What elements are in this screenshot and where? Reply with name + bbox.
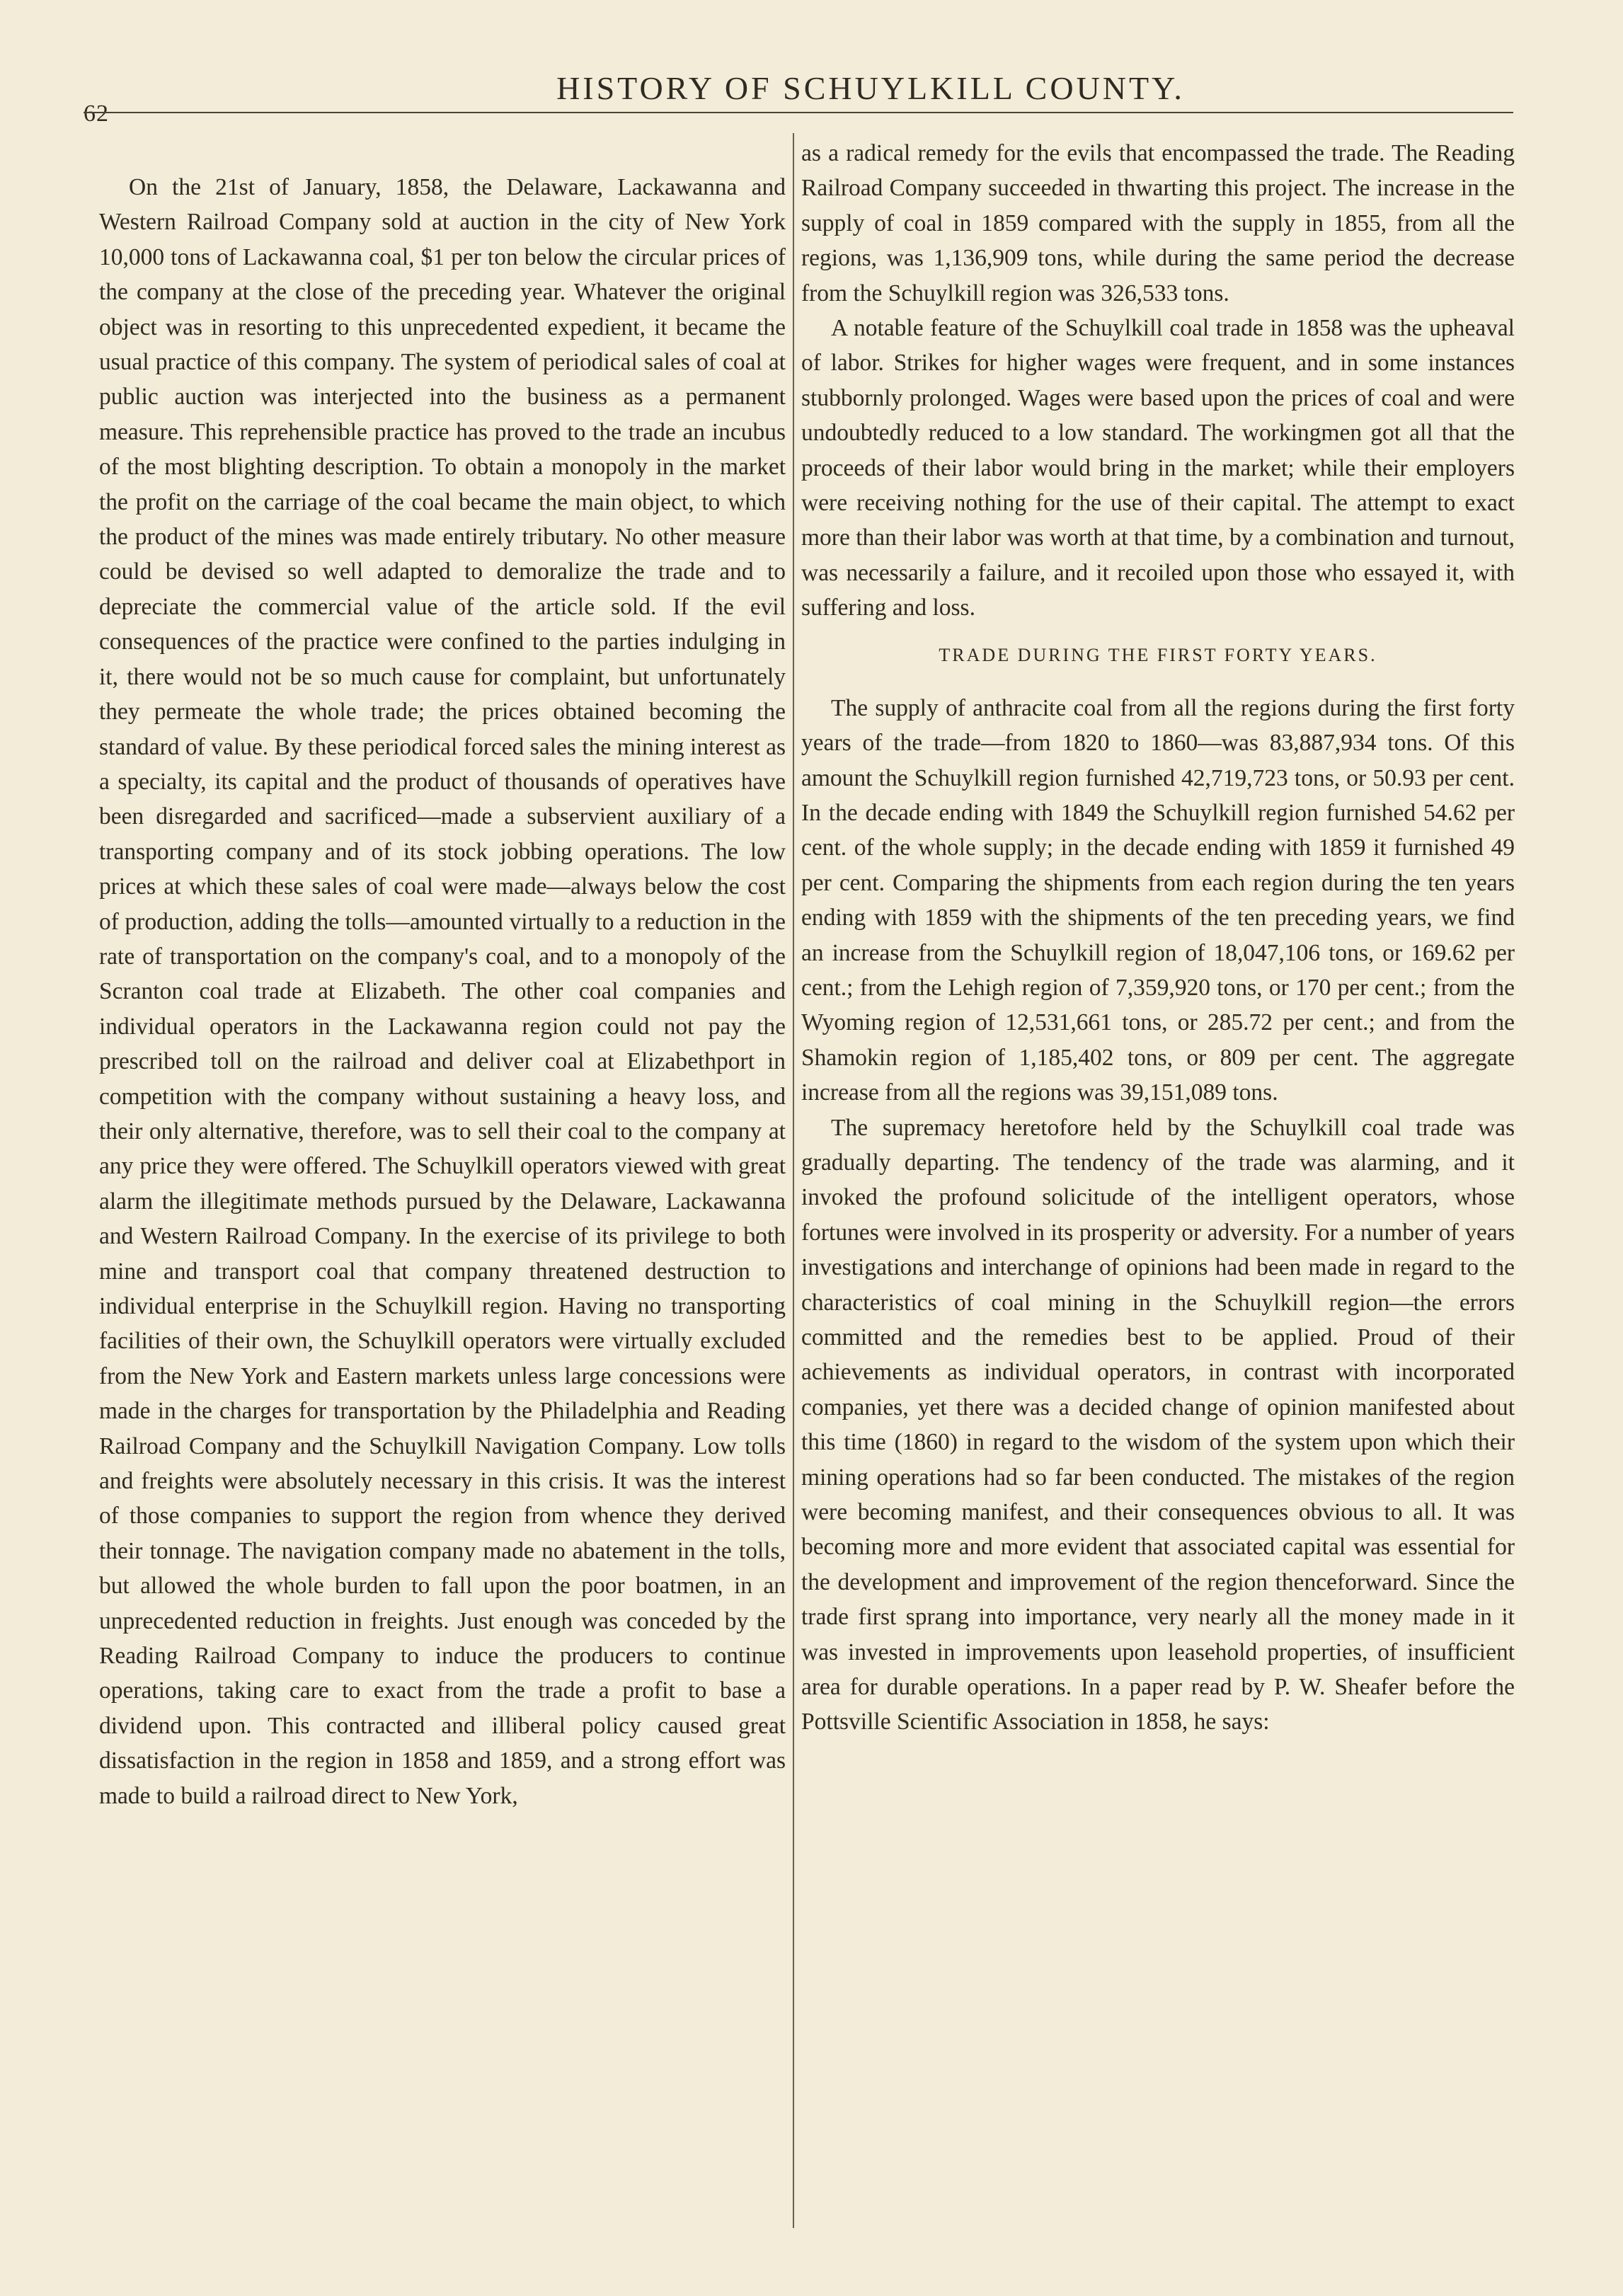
paragraph-labor: A notable feature of the Schuylkill coal trade in 1858 was the upheaval of labor. Strikes for higher wages were frequent, and in some instances stubbornly prolonged. Wages were based upon the prices of coal and were undoubtedly reduced to a low standard. The workingmen got all that the proceeds of their labor would bring in the market; while their employers were receiving nothing for the use of their capital. The attempt to exact more than their labor was worth at that time, by a combination and turnout, was necessarily a failure, and it recoiled upon those who essayed it, with suffering and loss. bbox=[801, 315, 1515, 621]
section-heading: TRADE DURING THE FIRST FORTY YEARS. bbox=[939, 644, 1377, 665]
running-title: HISTORY OF SCHUYLKILL COUNTY. bbox=[556, 70, 1185, 106]
header-rule bbox=[84, 112, 1513, 113]
column-divider bbox=[793, 133, 794, 2228]
paragraph-supply: The supply of anthracite coal from all the regions during the first forty years of the trade—from 1820 to 1860—was 83,887,934 tons. Of this amount the Schuylkill region furnished 42,719,723 tons, or 50.93 per cent. In the decade ending with 1849 the Schuylkill region furnished 54.62 per cent. of the whole supply; in the decade ending with 1859 it furnished 49 per cent. Comparing the shipments from each region during the ten years ending with 1859 with the shipments of the ten preceding years, we find an increase from the Schuylkill region of 18,047,106 tons, or 169.62 per cent.; from the Lehigh region of 7,359,920 tons, or 170 per cent.; from the Wyoming region of 12,531,661 tons, or 285.72 per cent.; and from the Shamokin region of 1,185,402 tons, or 809 per cent. The aggregate increase from all the regions was 39,151,089 tons. bbox=[801, 694, 1515, 1106]
page-number: 62 bbox=[84, 101, 109, 127]
right-column bbox=[801, 136, 1515, 1740]
left-column bbox=[99, 170, 786, 1813]
paragraph-continuation: as a radical remedy for the evils that encompassed the trade. The Reading Railroad Company succeeded in thwarting this project. The increase in the supply of coal in 1859 compared with the supply in 1855, from all the regions, was 1,136,909 tons, while during the same period the decrease from the Schuylkill region was 326,533 tons. bbox=[801, 140, 1515, 306]
paragraph-auction-sales: On the 21st of January, 1858, the Delaware, Lackawanna and Western Railroad Company sold at auction in the city of New York 10,000 tons of Lackawanna coal, $1 per ton below the circular prices of the company at the close of the preceding year. Whatever the original object was in resorting to this unprecedented expedient, it became the usual practice of this company. The system of periodical sales of coal at public auction was interjected into the business as a permanent measure. This reprehensible practice has proved to the trade an incubus of the most blighting description. To obtain a monopoly in the market the profit on the carriage of the coal became the main object, to which the product of the mines was made entirely tributary. No other measure could be devised so well adapted to demoralize the trade and to depreciate the commercial value of the article sold. If the evil consequences of the practice were confined to the parties indulging in it, there would not be so much cause for complaint, but unfortunately they permeate the whole trade; the prices obtained becoming the standard of value. By these periodical forced sales the mining interest as a specialty, its capital and the product of thousands of operatives have been disregarded and sacrificed—made a subservient auxiliary of a transporting company and of its stock jobbing operations. The low prices at which these sales of coal were made—always below the cost of production, adding the tolls—amounted virtually to a reduction in the rate of transportation on the company's coal, and to a monopoly of the Scranton coal trade at Elizabeth. The other coal companies and individual operators in the Lackawanna region could not pay the prescribed toll on the railroad and deliver coal at Elizabethport in competition with the company without sustaining a heavy loss, and their only alternative, therefore, was to sell their coal to the company at any price they were offered. The Schuylkill operators viewed with great alarm the illegitimate methods pursued by the Delaware, Lackawanna and Western Railroad Company. In the exercise of its privilege to both mine and transport coal that company threatened destruction to individual enterprise in the Schuylkill region. Having no transporting facilities of their own, the Schuylkill operators were virtually excluded from the New York and Eastern markets unless large concessions were made in the charges for transportation by the Philadelphia and Reading Railroad Company and the Schuylkill Navigation Company. Low tolls and freights were absolutely necessary in this crisis. It was the interest of those companies to support the region from whence they derived their tonnage. The navigation company made no abatement in the tolls, but allowed the whole burden to fall upon the poor boatmen, in an unprecedented reduction in freights. Just enough was conceded by the Reading Railroad Company to induce the producers to continue operations, taking care to exact from the trade a profit to base a dividend upon. This contracted and illiberal policy caused great dissatisfaction in the region in 1858 and 1859, and a strong effort was made to build a railroad direct to New York, bbox=[99, 174, 786, 1809]
paragraph-supremacy: The supremacy heretofore held by the Schuylkill coal trade was gradually departing. The tendency of the trade was alarming, and it invoked the profound solicitude of the intelligent operators, whose fortunes were involved in its prosperity or adversity. For a number of years investigations and interchange of opinions had been made in regard to the characteristics of coal mining in the Schuylkill region—the errors committed and the remedies best to be applied. Proud of their achievements as individual operators, in contrast with incorporated companies, yet there was a decided change of opinion manifested about this time (1860) in regard to the wisdom of the system upon which their mining operations had so far been conducted. The mistakes of the region were becoming manifest, and their consequences obvious to all. It was becoming more and more evident that associated capital was essential for the development and improvement of the region thenceforward. Since the trade first sprang into importance, very nearly all the money made in it was invested in improvements upon leasehold properties, of insufficient area for durable operations. In a paper read by P. W. Sheafer before the Pottsville Scientific Association in 1858, he says: bbox=[801, 1114, 1515, 1735]
